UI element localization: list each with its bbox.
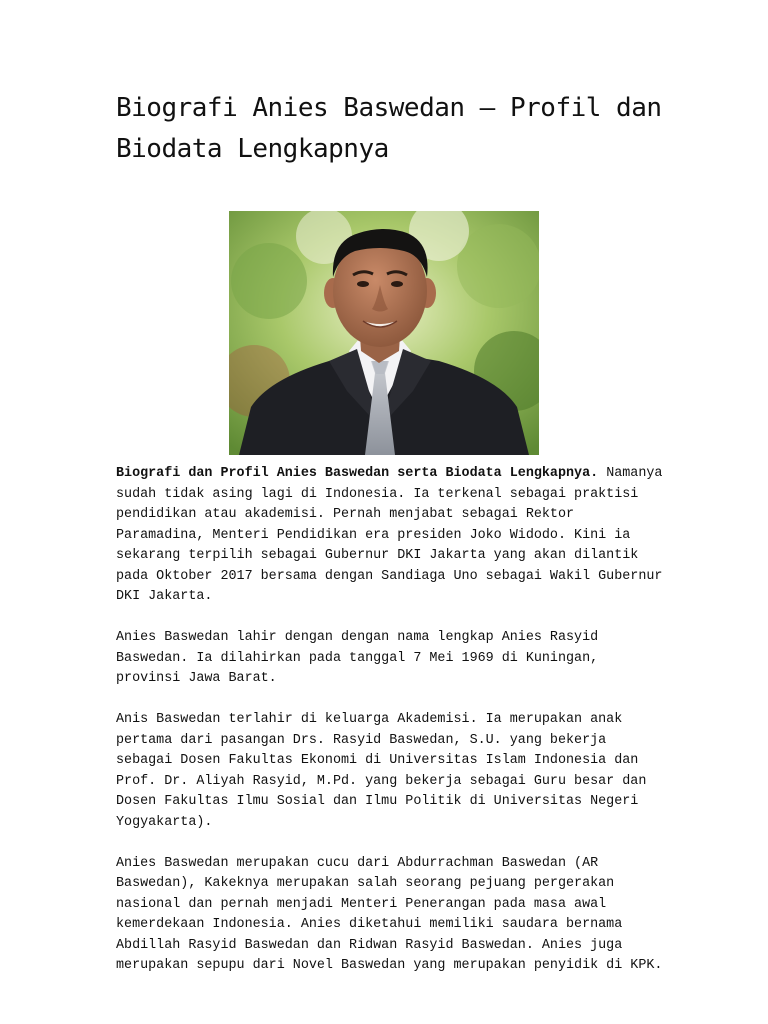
- article-body: [116, 464, 664, 997]
- portrait-photo: [229, 211, 539, 455]
- intro-lead: Biografi dan Profil Anies Baswedan serta Biodata Lengkapnya.: [116, 466, 599, 481]
- paragraph-intro: [116, 464, 664, 608]
- paragraph-family: Anis Baswedan terlahir di keluarga Akademisi. Ia merupakan anak pertama dari pasangan Drs. Rasyid Baswedan, S.U. yang bekerja sebagai Dosen Fakultas Ekonomi di Universitas Islam Indonesia dan Prof. Dr. Aliyah Rasyid, M.Pd. yang bekerja sebagai Guru besar dan Dosen Fakultas Ilmu Sosial dan Ilmu Politik di Universitas Negeri Yogyakarta).: [116, 712, 647, 830]
- article-title: Biografi Anies Baswedan – Profil dan Biodata Lengkapnya: [116, 93, 662, 164]
- portrait-illustration: [229, 211, 539, 455]
- paragraph-ancestry: Anies Baswedan merupakan cucu dari Abdurrachman Baswedan (AR Baswedan), Kakeknya merupakan salah seorang pejuang pergerakan nasional dan pernah menjadi Menteri Penerangan pada masa awal kemerdekaan Indonesia. Anies diketahui memiliki saudara bernama Abdillah Rasyid Baswedan dan Ridwan Rasyid Baswedan. Anies juga merupakan sepupu dari Novel Baswedan yang merupakan penyidik di KPK.: [116, 855, 663, 973]
- paragraph-birth: Anies Baswedan lahir dengan dengan nama lengkap Anies Rasyid Baswedan. Ia dilahirkan pada tanggal 7 Mei 1969 di Kuningan, provinsi Jawa Barat.: [116, 630, 599, 686]
- intro-text: Namanya sudah tidak asing lagi di Indonesia. Ia terkenal sebagai praktisi pendidikan atau akademisi. Pernah menjabat sebagai Rektor Paramadina, Menteri Pendidikan era presiden Joko Widodo. Kini ia sekarang terpilih sebagai Gubernur DKI Jakarta yang akan dilantik pada Oktober 2017 bersama dengan Sandiaga Uno sebagai Wakil Gubernur DKI Jakarta.: [116, 466, 663, 604]
